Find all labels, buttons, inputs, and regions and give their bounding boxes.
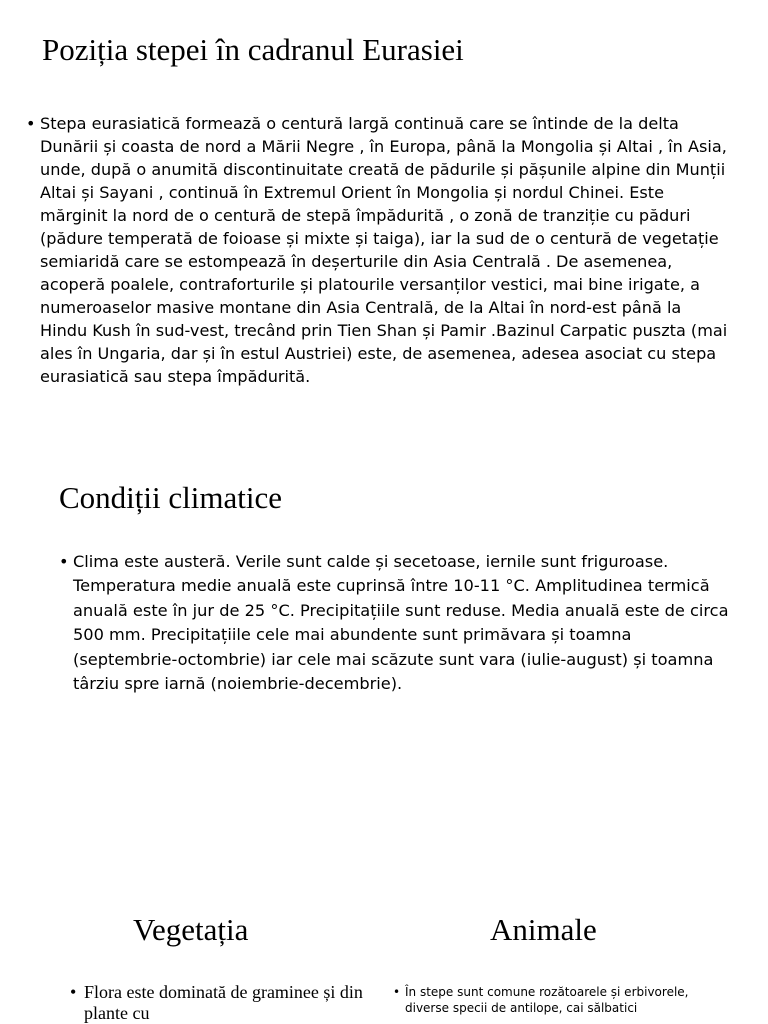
bullet-paragraph: • Stepa eurasiatică formează o centură largă continuă care se întinde de la delta Dunării și coasta de nord a Mării Negre , în Europa, până la Mongolia și Altai , în Asia, unde, după o anumită discontinuitate creată de pădurile și pășunile alpine din Munții Altai și Sayani , continuă în Extremul Orient în Mongolia și nordul Chinei. Este mărginit la nord de o centură de stepă împădurită , o zonă de tranziție cu păduri (pădure temperată de foioase și mixte și taiga), iar la sud de o centură de vegetație semiaridă care se estompează în deșerturile din Asia Centrală . De asemenea, acoperă poalele, contraforturile și platourile versanților vestici, mai bine irigate, a numeroaselor masive montane din Asia Centrală, de la Altai în nord-est până la Hindu Kush în sud-vest, trecând prin Tien Shan și Pamir .Bazinul Carpatic puszta (mai ales în Ungaria, dar și în estul Austriei) este, de asemenea, adesea asociat cu stepa eurasiatică sau stepa împădurită. [26,112,730,434]
bullet-paragraph: • Clima este austeră. Verile sunt calde și secetoase, iernile sunt friguroase. Temperatura medie anuală este cuprinsă între 10-11 °C. Amplitudinea termică anuală este în jur de 25 °C. Precipitațiile sunt reduse. Media anuală este de circa 500 mm. Precipitațiile cele mai abundente sunt primăvara și toamna (septembrie-octombrie) iar cele mai scăzute sunt vara (iulie-august) și toamna târziu spre iarnă (noiembrie-decembrie). [59,550,733,696]
vegetation-bullet: • Flora este dominată de graminee și din plante cu [70,982,374,1024]
animals-bullet: • În stepe sunt comune rozătoarele și erbivorele, diverse specii de antilope, cai sălbatici [393,984,735,1024]
slide-vegetation-animals [0,890,768,1024]
slide-title: Poziția stepei în cadranul Eurasiei [42,32,464,67]
slide-climate [0,460,768,880]
animals-title: Animale [490,912,597,947]
slide-steppe-position [0,0,768,440]
slide-title: Condiții climatice [59,480,282,515]
vegetation-title: Vegetația [133,912,249,947]
